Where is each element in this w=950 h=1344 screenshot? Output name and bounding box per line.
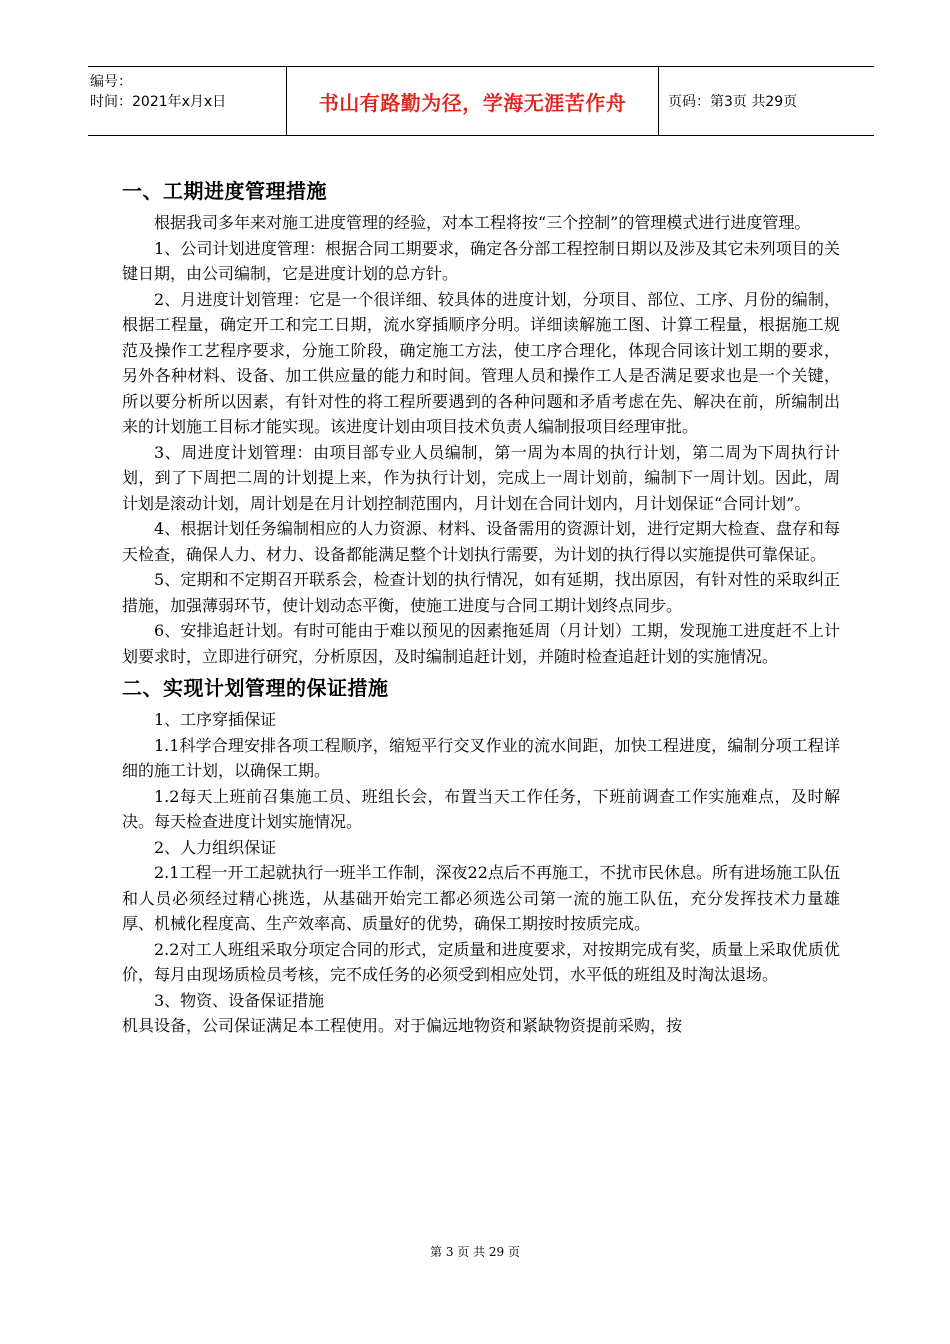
header-meta <box>90 69 286 133</box>
subsection-heading: 2、人力组织保证 <box>154 837 277 857</box>
header-divider <box>658 67 659 135</box>
paragraph: 6、安排追赶计划。有时可能由于难以预见的因素拖延周（月计划）工期，发现施工进度赶不上计划要求时，立即进行研究，分析原因，及时编制追赶计划，并随时检查追赶计划的实施情况。 <box>122 621 840 666</box>
paragraph: 5、定期和不定期召开联系会，检查计划的执行情况，如有延期，找出原因，有针对性的采取纠正措施，加强薄弱环节，使计划动态平衡，使施工进度与合同工期计划终点同步。 <box>122 570 840 615</box>
paragraph: 2.2对工人班组采取分项定合同的形式，定质量和进度要求，对按期完成有奖，质量上采取优质优价，每月由现场质检员考核，完不成任务的必须受到相应处罚，水平低的班组及时淘汰退场。 <box>122 939 840 984</box>
paragraph: 2.1工程一开工起就执行一班半工作制，深夜22点后不再施工，不扰市民休息。所有进场施工队伍和人员必须经过精心挑选，从基础开始完工都必须选公司第一流的施工队伍，充分发挥技术力量雄厚、机械化程度高、生产效率高、质量好的优势，确保工期按时按质完成。 <box>122 863 840 933</box>
paragraph: 1、公司计划进度管理：根据合同工期要求，确定各分部工程控制日期以及涉及其它未列项目的关键日期，由公司编制，它是进度计划的总方针。 <box>122 238 840 283</box>
paragraph: 4、根据计划任务编制相应的人力资源、材料、设备需用的资源计划，进行定期大检查、盘存和每天检查，确保人力、材力、设备都能满足整个计划执行需要，为计划的执行得以实施提供可靠保证。 <box>122 519 840 564</box>
page-header <box>88 66 874 136</box>
paragraph: 2、月进度计划管理：它是一个很详细、较具体的进度计划，分项目、部位、工序、月份的编制，根据工程量，确定开工和完工日期，流水穿插顺序分明。详细读解施工图、计算工程量，根据施工规范及操作工艺程序要求，分施工阶段，确定施工方法，使工序合理化，体现合同该计划工期的要求，另外各种材料、设备、加工供应量的能力和时间。管理人员和操作工人是否满足要求也是一个关键，所以要分析所以因素，有针对性的将工程所要遇到的各种问题和矛盾考虑在先、解决在前，所编制出来的计划施工目标才能实现。该进度计划由项目技术负责人编制报项目经理审批。 <box>122 289 840 436</box>
paragraph: 机具设备，公司保证满足本工程使用。对于偏远地物资和紧缺物资提前采购，按 <box>122 1016 683 1035</box>
subsection-heading: 1、工序穿插保证 <box>154 710 277 729</box>
document-body <box>122 172 840 1039</box>
header-motto: 书山有路勤为径，学海无涯苦作舟 <box>318 90 627 115</box>
paragraph: 1.2每天上班前召集施工员、班组长会，布置当天工作任务，下班前调查工作实施难点，及时解决。每天检查进度计划实施情况。 <box>122 786 840 831</box>
header-page-info: 页码：第3页 共29页 <box>668 94 798 110</box>
section-title-guarantee-measures: 二、实现计划管理的保证措施 <box>122 676 389 700</box>
document-date-label: 时间：2021年x月x日 <box>90 94 227 110</box>
paragraph: 根据我司多年来对施工进度管理的经验，对本工程将按“三个控制”的管理模式进行进度管理。 <box>154 213 811 232</box>
section-title-schedule-management: 一、工期进度管理措施 <box>122 179 327 203</box>
subsection-heading: 3、物资、设备保证措施 <box>154 990 325 1010</box>
paragraph: 1.1科学合理安排各项工程顺序，缩短平行交叉作业的流水间距，加快工程进度，编制分项工程详细的施工计划，以确保工期。 <box>122 735 840 780</box>
paragraph: 3、周进度计划管理：由项目部专业人员编制，第一周为本周的执行计划，第二周为下周执行计划，到了下周把二周的计划提上来，作为执行计划，完成上一周计划前，编制下一周计划。因此，周计划是滚动计划，周计划是在月计划控制范围内，月计划在合同计划内，月计划保证“合同计划”。 <box>122 442 840 513</box>
page-footer: 第 3 页 共 29 页 <box>430 1245 520 1259</box>
document-number-label: 编号： <box>90 74 132 90</box>
